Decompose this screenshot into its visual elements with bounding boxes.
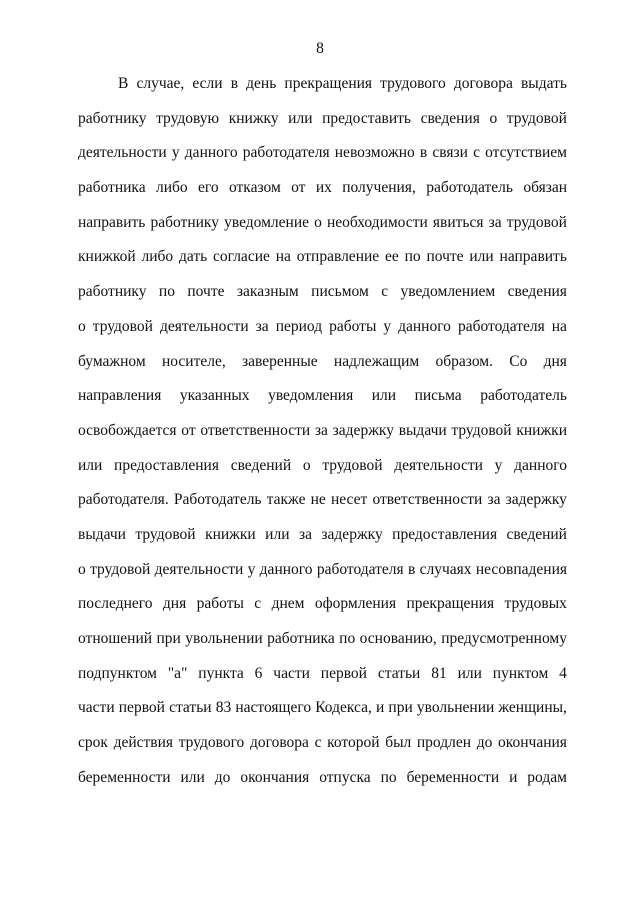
text-line: направить работнику уведомление о необходимости явиться за трудовой (78, 213, 567, 231)
text-line: бумажном носителе, заверенные надлежащим образом. Со дня (78, 352, 567, 370)
text-line: о трудовой деятельности у данного работодателя в случаях несовпадения (78, 560, 567, 578)
text-line: работнику по почте заказным письмом с уведомлением сведения (78, 283, 567, 301)
text-line: части первой статьи 83 настоящего Кодекса, и при увольнении женщины, (78, 699, 567, 717)
text-line: направления указанных уведомления или письма работодатель (78, 387, 567, 405)
body-paragraph (78, 75, 567, 803)
text-line: срок действия трудового договора с которой был продлен до окончания (78, 734, 567, 752)
text-line: работника либо его отказом от их получения, работодатель обязан (78, 179, 567, 197)
text-line: о трудовой деятельности за период работы у данного работодателя на (78, 317, 567, 335)
text-line: работнику трудовую книжку или предоставить сведения о трудовой (78, 109, 567, 127)
text-line: работодателя. Работодатель также не несет ответственности за задержку (78, 491, 567, 509)
page-number: 8 (316, 40, 324, 57)
text-line: последнего дня работы с днем оформления прекращения трудовых (78, 595, 567, 613)
text-line: книжкой либо дать согласие на отправление ее по почте или направить (78, 248, 567, 266)
text-line: В случае, если в день прекращения трудового договора выдать (118, 75, 567, 92)
text-line: отношений при увольнении работника по основанию, предусмотренному (78, 630, 567, 647)
text-line: освобождается от ответственности за задержку выдачи трудовой книжки (78, 421, 567, 439)
text-line: беременности или до окончания отпуска по беременности и родам (78, 768, 567, 786)
text-line: выдачи трудовой книжки или за задержку предоставления сведений (78, 525, 567, 543)
text-line: подпунктом "а" пункта 6 части первой статьи 81 или пунктом 4 (78, 664, 567, 682)
text-line: или предоставления сведений о трудовой деятельности у данного (78, 456, 567, 474)
text-line: деятельности у данного работодателя невозможно в связи с отсутствием (78, 144, 567, 162)
